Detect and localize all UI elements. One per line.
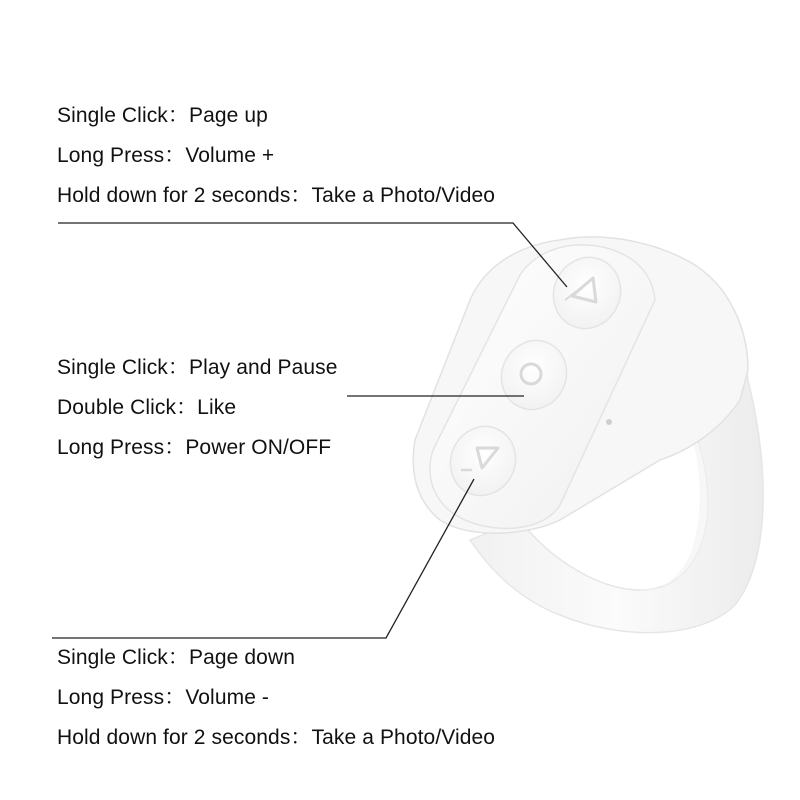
page-down-hold: Hold down for 2 seconds：Take a Photo/Video xyxy=(57,726,496,749)
indicator-hole-icon xyxy=(606,419,612,425)
play-pause-annotation xyxy=(57,348,338,468)
page-up-annotation xyxy=(57,96,495,216)
play-pause-single-click: Single Click：Play and Pause xyxy=(57,356,338,379)
leader-line-bottom xyxy=(52,479,474,638)
page-up-long-press: Long Press：Volume + xyxy=(57,144,275,167)
page-up-single-click: Single Click：Page up xyxy=(57,104,268,127)
play-pause-long-press: Long Press：Power ON/OFF xyxy=(57,436,332,459)
page-down-single-click: Single Click：Page down xyxy=(57,646,295,669)
page-up-hold: Hold down for 2 seconds：Take a Photo/Video xyxy=(57,184,496,207)
page-down-long-press: Long Press：Volume - xyxy=(57,686,270,709)
play-pause-double-click: Double Click：Like xyxy=(57,396,237,419)
page-down-annotation xyxy=(57,638,495,758)
